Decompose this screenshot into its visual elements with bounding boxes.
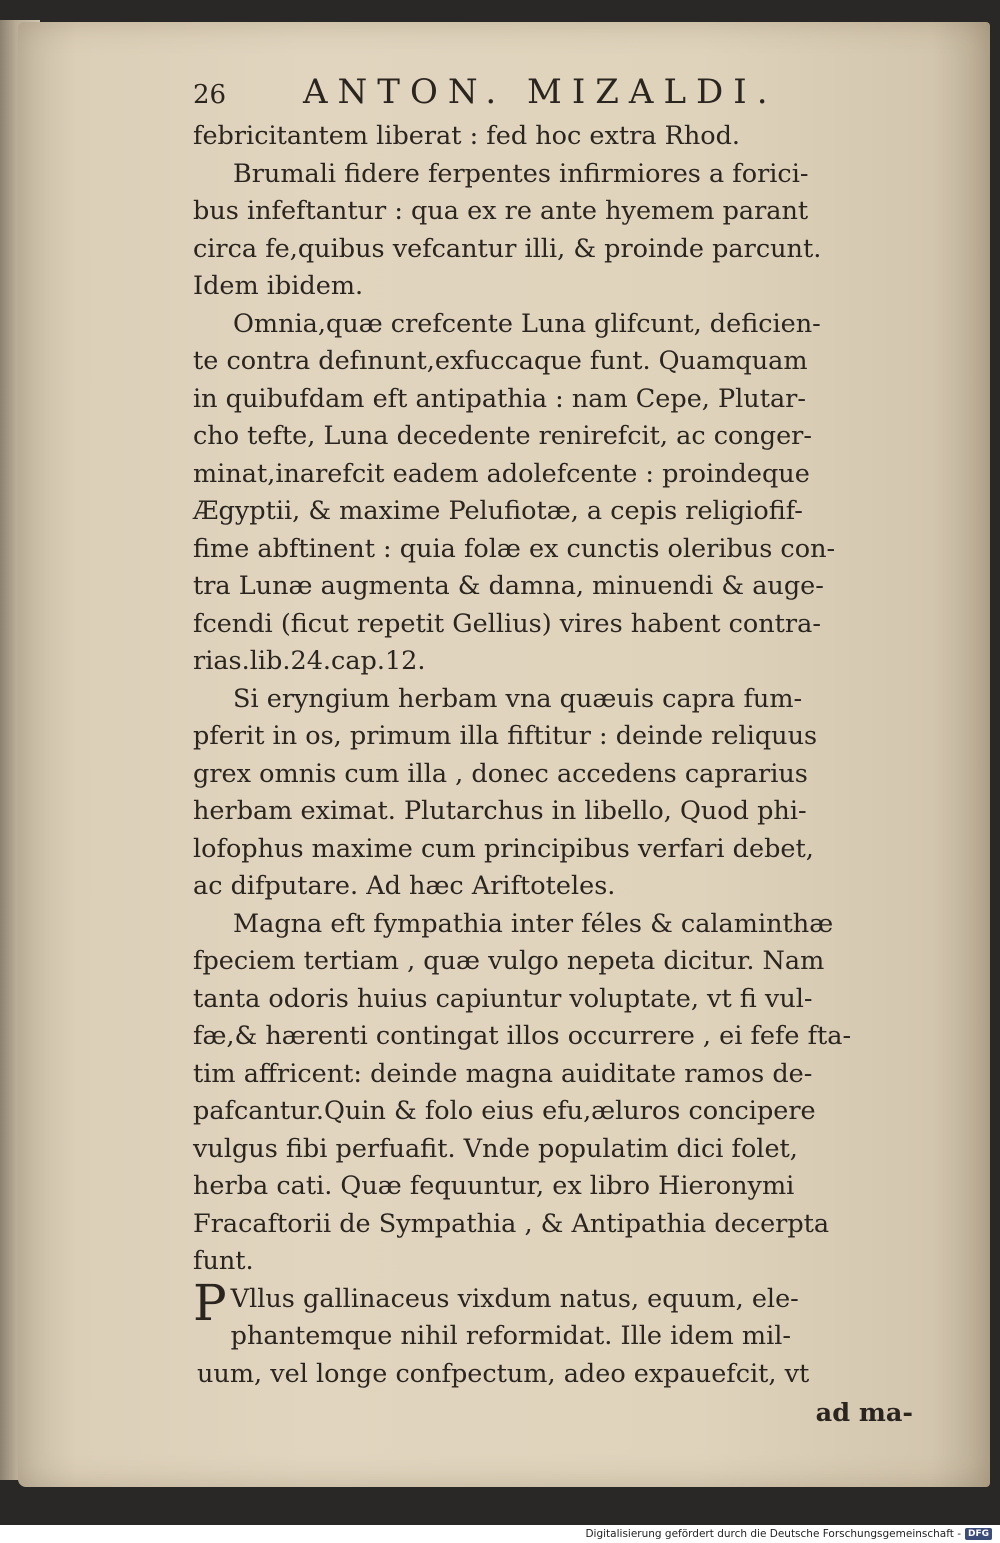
text-line: pferit in os, primum illa fiftitur : deinde reliquus bbox=[193, 721, 818, 751]
text-line: herba cati. Quæ fequuntur, ex libro Hieronymi bbox=[193, 1171, 795, 1201]
text-line: cho tefte, Luna decedente renirefcit, ac conger- bbox=[193, 421, 812, 451]
text-line: lofophus maxime cum principibus verfari debet, bbox=[193, 833, 814, 864]
dfg-logo: DFG bbox=[965, 1528, 992, 1540]
text-line: grex omnis cum illa , donec accedens caprarius bbox=[193, 758, 808, 789]
text-line: herbam eximat. Plutarchus in libello, Quod phi- bbox=[193, 796, 807, 826]
digitization-footer bbox=[0, 1525, 1000, 1543]
drop-cap: P bbox=[193, 1273, 227, 1332]
final-paragraph bbox=[193, 1273, 913, 1394]
paragraph bbox=[193, 906, 913, 1281]
paragraph bbox=[193, 681, 913, 906]
text-line: tim affricent: deinde magna auiditate ramos de- bbox=[193, 1058, 813, 1089]
text-line: ac difputare. Ad hæc Ariftoteles. bbox=[193, 871, 616, 901]
running-head bbox=[193, 72, 913, 118]
text-line: bus infeftantur : qua ex re ante hyemem parant bbox=[193, 196, 809, 226]
text-line: te contra defınunt,exfuccaque funt. Quamquam bbox=[193, 346, 808, 376]
text-line: fcendi (ficut repetit Gellius) vires habent contra- bbox=[193, 608, 821, 639]
text-line: fime abftinent : quia folæ ex cunctis oleribus con- bbox=[193, 533, 836, 564]
text-line: vulgus fibi perfuafit. Vnde populatim dici folet, bbox=[193, 1133, 798, 1164]
text-line: in quibufdam eft antipathia : nam Cepe, Plutar- bbox=[193, 383, 806, 414]
page-number: 26 bbox=[193, 80, 227, 110]
footer-credit: Digitalisierung gefördert durch die Deutsche Forschungsgemeinschaft - bbox=[585, 1528, 961, 1540]
text-line: Fracaftorii de Sympathia , & Antipathia decerpta bbox=[193, 1208, 830, 1239]
text-line: Vllus gallinaceus vixdum natus, equum, ele- bbox=[230, 1283, 799, 1314]
text-line: Si eryngium herbam vna quæuis capra fum- bbox=[233, 683, 803, 714]
text-line: uum, vel longe confpectum, adeo expauefcit, vt bbox=[197, 1358, 810, 1389]
text-line: Ægyptii, & maxime Pelufiotæ, a cepis religiofif- bbox=[193, 496, 803, 526]
catchword: ad ma- bbox=[815, 1398, 913, 1428]
text-line: phantemque nihil reformidat. Ille idem mil- bbox=[230, 1321, 792, 1351]
text-line: fæ,& hærenti contingat illos occurrere , ei fefe fta- bbox=[193, 1021, 852, 1051]
book-page bbox=[18, 22, 990, 1487]
text-line: funt. bbox=[193, 1246, 254, 1276]
paragraph bbox=[193, 118, 913, 156]
text-line: tra Lunæ augmenta & damna, minuendi & auge- bbox=[193, 571, 824, 601]
body-text bbox=[193, 118, 913, 1281]
text-line: Omnia,quæ crefcente Luna glifcunt, deficien- bbox=[233, 308, 821, 339]
text-line: fpeciem tertiam , quæ vulgo nepeta dicitur. Nam bbox=[193, 946, 825, 976]
text-line: minat,inarefcit eadem adolefcente : proindeque bbox=[193, 458, 810, 489]
text-line: pafcantur.Quin & folo eius efu,æluros concipere bbox=[193, 1096, 816, 1126]
header-title: ANTON. MIZALDI. bbox=[303, 72, 778, 112]
text-line: Brumali fidere ferpentes infirmiores a forici- bbox=[233, 158, 809, 189]
page-content bbox=[193, 72, 913, 1433]
paragraph bbox=[193, 156, 913, 306]
text-line: rias.lib.24.cap.12. bbox=[193, 646, 426, 676]
text-line: tanta odoris huius capiuntur voluptate, vt fi vul- bbox=[193, 983, 813, 1014]
text-line: Magna eft fympathia inter féles & calaminthæ bbox=[233, 908, 834, 939]
text-line: Idem ibidem. bbox=[193, 271, 364, 301]
text-line: febricitantem liberat : fed hoc extra Rhod. bbox=[193, 121, 741, 151]
text-line: circa fe,quibus vefcantur illi, & proinde parcunt. bbox=[193, 233, 822, 264]
paragraph bbox=[193, 306, 913, 681]
